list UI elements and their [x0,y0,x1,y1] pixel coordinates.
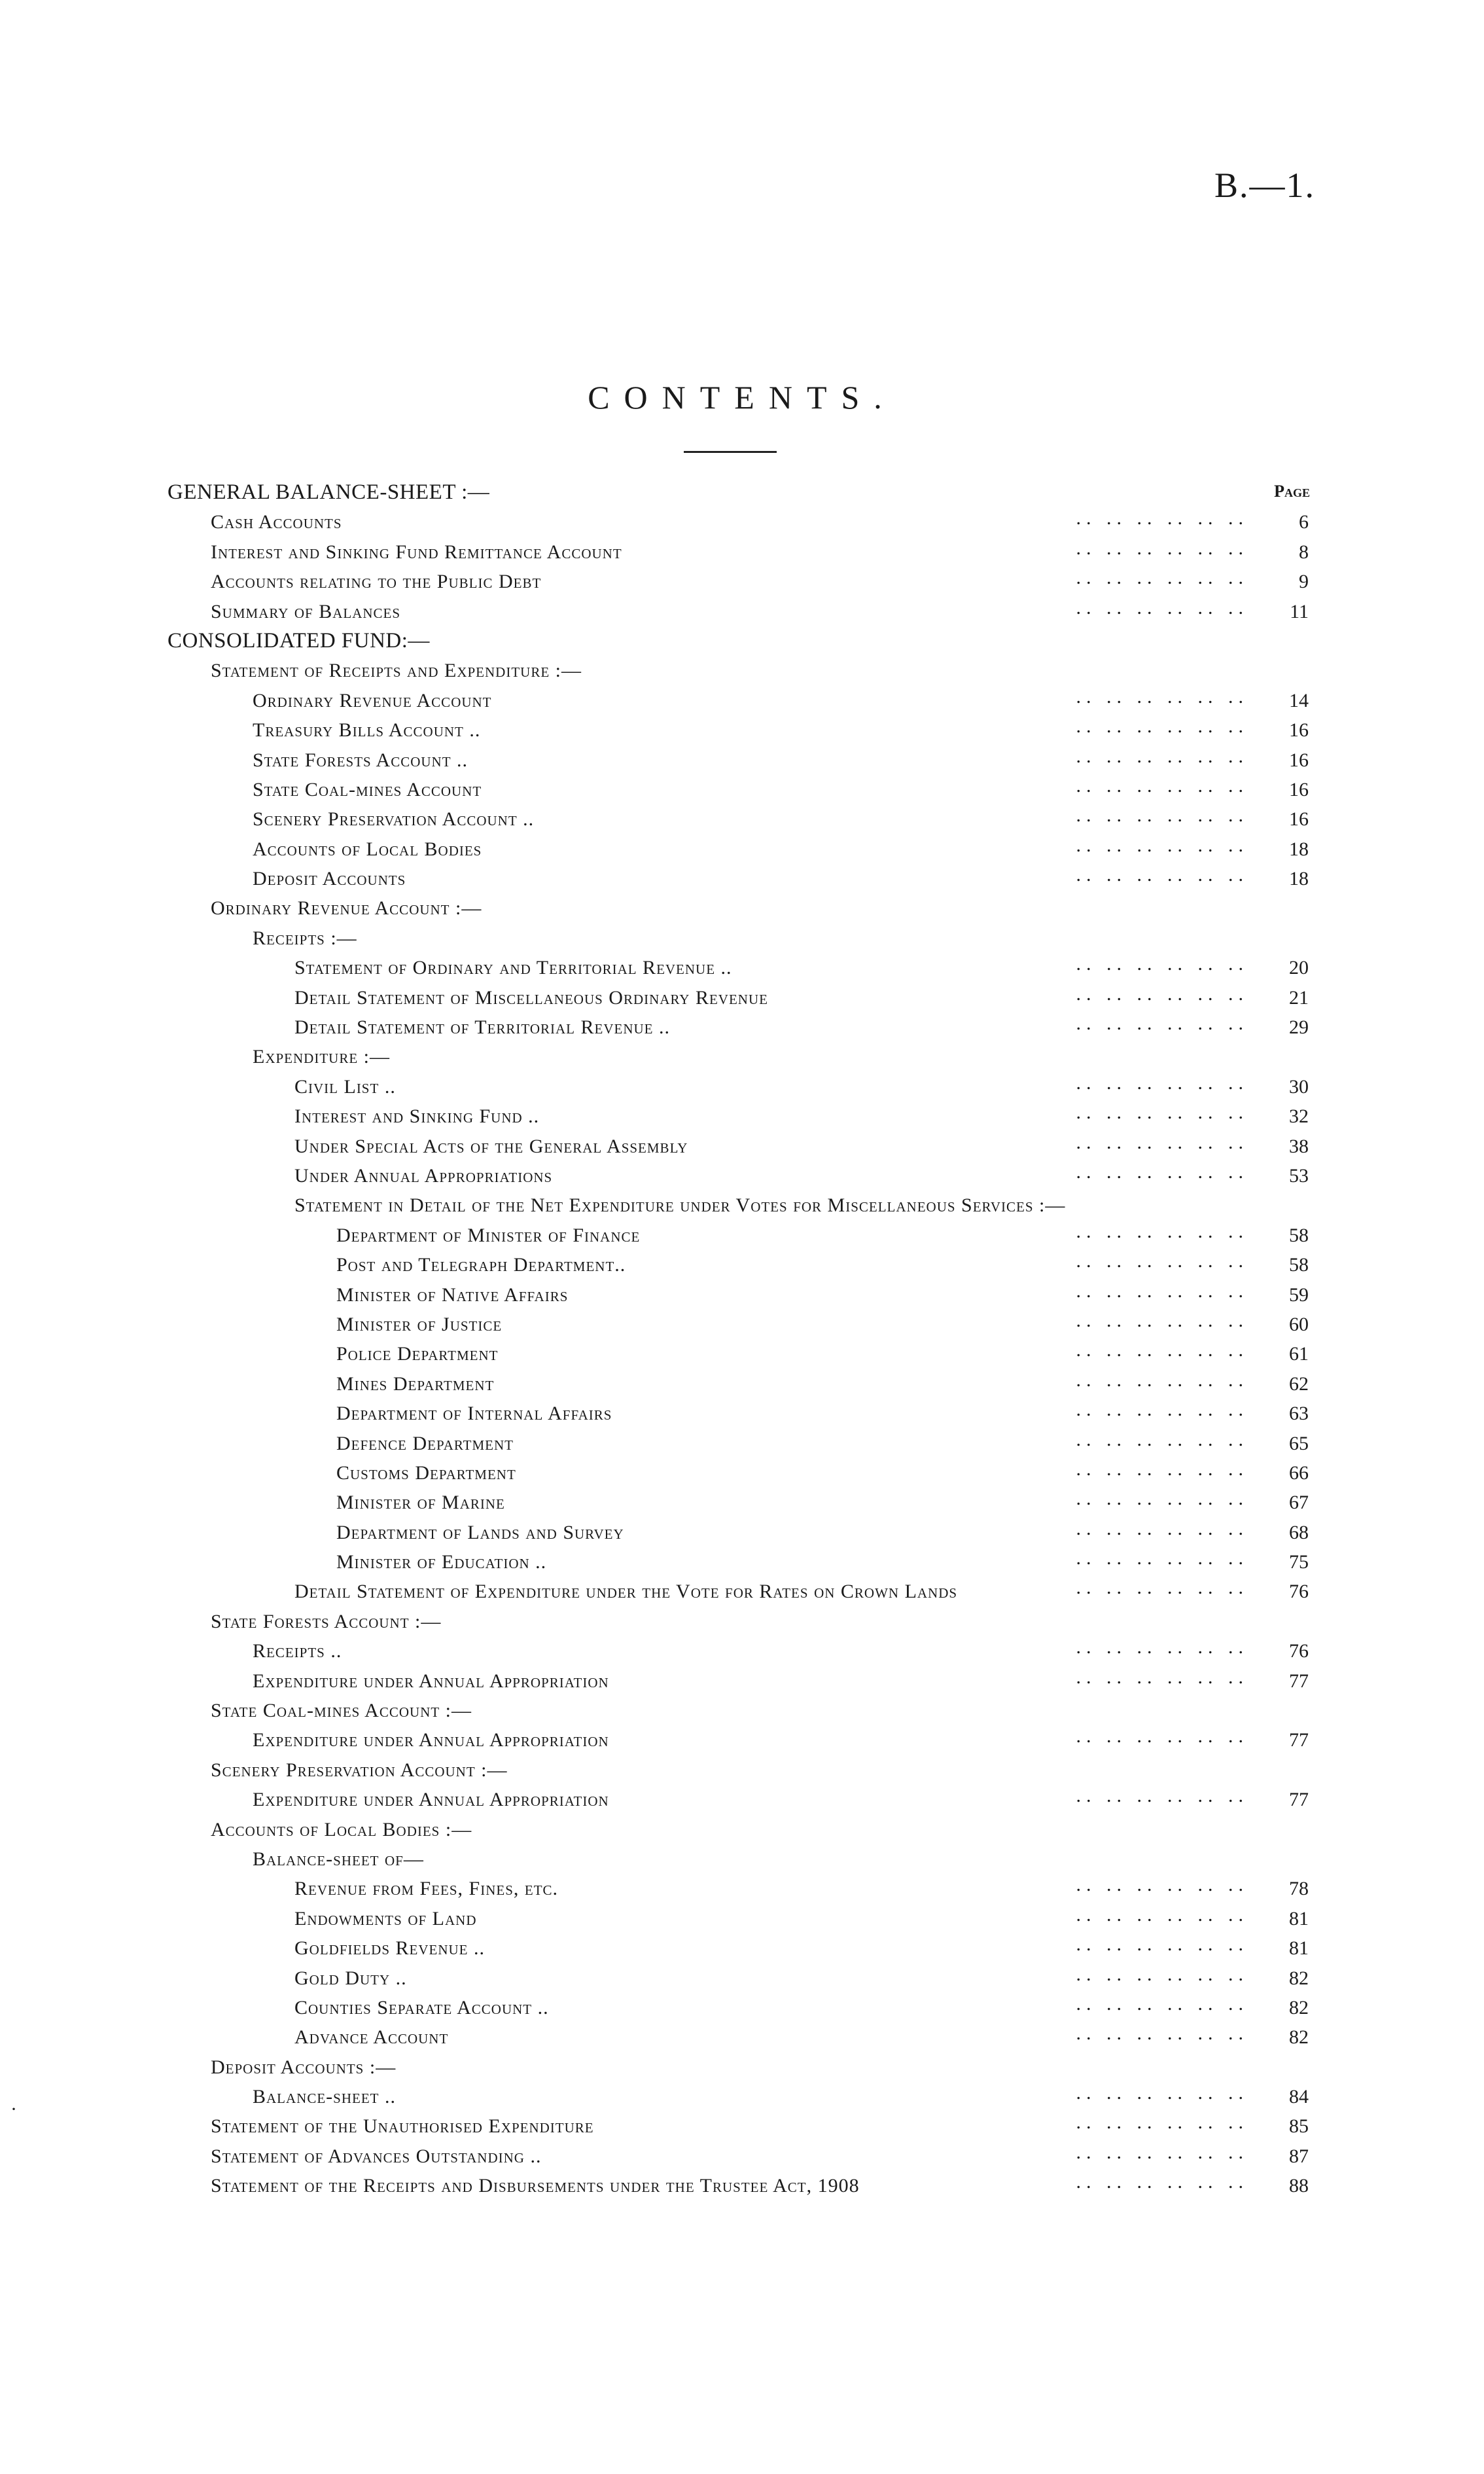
toc-entry [168,864,1309,893]
dot-leader: .. .. .. .. .. .. [1076,2082,1248,2104]
toc-entry-page: 76 [1289,1640,1309,1662]
toc-entry-label: Ordinary Revenue Account [253,689,492,711]
toc-entry-page: 16 [1289,749,1309,771]
toc-entry-label: Minister of Justice [336,1313,503,1335]
toc-entry-page: 77 [1289,1789,1309,1811]
toc-entry-label: Minister of Native Affairs [336,1283,569,1306]
toc-entry-page: 61 [1289,1343,1309,1365]
toc-entry-page: 20 [1289,957,1309,979]
toc-entry-label: Post and Telegraph Department.. [336,1254,626,1276]
toc-entry-page: 59 [1289,1283,1309,1306]
toc-entry-label: Customs Department [336,1461,516,1484]
dot-leader: .. .. .. .. .. .. [1076,1488,1248,1510]
toc-entry [168,2171,1309,2200]
dot-leader: .. .. .. .. .. .. [1076,1013,1248,1035]
toc-entry-page: 8 [1299,541,1309,563]
toc-entry-label: Accounts of Local Bodies :— [211,1818,472,1840]
dot-leader: .. .. .. .. .. .. [1076,864,1248,886]
toc-entry-page: 16 [1289,778,1309,800]
toc-entry-page: 77 [1289,1670,1309,1692]
dot-leader: .. .. .. .. .. .. [1076,1428,1248,1450]
toc-entry-page: 82 [1289,1996,1309,2018]
toc-entry [168,1577,1309,1606]
dot-leader: .. .. .. .. .. .. [1076,507,1248,529]
toc-entry-label: State Coal-mines Account [253,778,482,800]
dot-leader: .. .. .. .. .. .. [1076,982,1248,1005]
dot-leader: .. .. .. .. .. .. [1076,834,1248,856]
dot-leader: .. .. .. .. .. .. [1076,567,1248,589]
toc-entry [168,626,1309,656]
dot-leader: .. .. .. .. .. .. [1076,1280,1248,1302]
toc-entry [168,893,1309,923]
toc-entry [168,1666,1309,1696]
toc-entry-page: 21 [1289,986,1309,1009]
page-column-label: Page [1274,482,1310,501]
toc-entry-label: Deposit Accounts :— [211,2056,397,2078]
dot-leader: .. .. .. .. .. .. [1076,1785,1248,1807]
toc-entry-label: CONSOLIDATED FUND:— [168,628,430,653]
toc-entry-page: 63 [1289,1403,1309,1425]
dot-leader: .. .. .. .. .. .. [1076,1250,1248,1272]
toc-entry-label: Balance-sheet of— [253,1848,424,1870]
dot-leader: .. .. .. .. .. .. [1076,1399,1248,1421]
toc-entry-page: 76 [1289,1581,1309,1603]
toc-entry-label: Advance Account [294,2026,449,2049]
toc-entry-page: 87 [1289,2145,1309,2167]
dot-leader: .. .. .. .. .. .. [1076,1160,1248,1183]
toc-entry-page: 81 [1289,1907,1309,1929]
dot-leader: .. .. .. .. .. .. [1076,1963,1248,1985]
toc-entry-label: Receipts .. [253,1640,342,1662]
toc-entry-page: 66 [1289,1461,1309,1484]
toc-entry-page: 14 [1289,689,1309,711]
toc-entry-label: Civil List .. [294,1075,396,1098]
toc-entry-page: 78 [1289,1878,1309,1900]
toc-entry-page: 30 [1289,1075,1309,1098]
toc-entry-page: 82 [1289,2026,1309,2049]
toc-entry-label: Summary of Balances [211,600,401,622]
toc-entry-page: 68 [1289,1521,1309,1543]
toc-entry-label: Expenditure under Annual Appropriation [253,1789,609,1811]
toc-entry-label: Accounts of Local Bodies [253,838,482,860]
toc-entry-page: 11 [1290,600,1309,622]
toc-entry-label: Revenue from Fees, Fines, etc. [294,1878,559,1900]
toc-entry-label: Accounts relating to the Public Debt [211,571,542,593]
toc-entry-label: Gold Duty .. [294,1967,407,1989]
toc-entry-label: Under Annual Appropriations [294,1164,553,1187]
toc-entry-page: 58 [1289,1254,1309,1276]
toc-entry-label: Interest and Sinking Fund .. [294,1105,540,1128]
dot-leader: .. .. .. .. .. .. [1076,537,1248,559]
toc-entry [168,1013,1309,1042]
toc-entry-page: 84 [1289,2086,1309,2108]
toc-entry-label: Statement of Receipts and Expenditure :— [211,660,582,682]
toc-entry-page: 16 [1289,808,1309,831]
dot-leader: .. .. .. .. .. .. [1076,1517,1248,1539]
dot-leader: .. .. .. .. .. .. [1076,1725,1248,1748]
dot-leader: .. .. .. .. .. .. [1076,1131,1248,1153]
page-title: CONTENTS. [588,379,896,416]
dot-leader: .. .. .. .. .. .. [1076,745,1248,767]
toc-entry-label: Goldfields Revenue .. [294,1937,485,1960]
dot-leader: .. .. .. .. .. .. [1076,2022,1248,2045]
toc-entry-page: 29 [1289,1016,1309,1039]
toc-entry-label: Interest and Sinking Fund Remittance Account [211,541,622,563]
dot-leader: .. .. .. .. .. .. [1076,1992,1248,2015]
dot-leader: .. .. .. .. .. .. [1076,1903,1248,1926]
dot-leader: .. .. .. .. .. .. [1076,1071,1248,1094]
toc-entry-page: 82 [1289,1967,1309,1989]
toc-entry-label: Under Special Acts of the General Assembly [294,1135,688,1157]
toc-entry-page: 32 [1289,1105,1309,1128]
dot-leader: .. .. .. .. .. .. [1076,596,1248,618]
dot-leader: .. .. .. .. .. .. [1076,2141,1248,2163]
toc-entry-label: Mines Department [336,1372,495,1395]
dot-leader: .. .. .. .. .. .. [1076,1339,1248,1361]
toc-entry-label: Detail Statement of Territorial Revenue .. [294,1016,671,1039]
toc-entry-label: Statement of the Receipts and Disbursements under the Trustee Act, 1908 [211,2175,860,2197]
toc-entry-label: Minister of Education .. [336,1551,547,1573]
toc-entry-page: 53 [1289,1164,1309,1187]
toc-entry-label: Department of Internal Affairs [336,1403,612,1425]
dot-leader: .. .. .. .. .. .. [1076,1102,1248,1124]
dot-leader: .. .. .. .. .. .. [1076,1874,1248,1896]
toc-entry-label: Detail Statement of Miscellaneous Ordinary Revenue [294,986,768,1009]
toc-entry-page: 16 [1289,719,1309,742]
dot-leader: .. .. .. .. .. .. [1076,1458,1248,1480]
toc-entry-label: Counties Separate Account .. [294,1996,549,2018]
toc-entry-label: Balance-sheet .. [253,2086,396,2108]
toc-entry [168,1815,1309,1844]
dot-leader: .. .. .. .. .. .. [1076,715,1248,738]
dot-leader: .. .. .. .. .. .. [1076,1933,1248,1956]
toc-entry-label: Statement of Ordinary and Territorial Revenue .. [294,957,732,979]
dot-leader: .. .. .. .. .. .. [1076,1547,1248,1569]
table-of-contents [168,478,1309,2201]
dot-leader: .. .. .. .. .. .. [1076,1666,1248,1688]
toc-entry-label: Scenery Preservation Account :— [211,1759,508,1781]
dot-leader: .. .. .. .. .. .. [1076,1369,1248,1391]
toc-entry-page: 58 [1289,1224,1309,1246]
toc-entry-label: Statement in Detail of the Net Expenditure under Votes for Miscellaneous Services :— [294,1194,1066,1217]
toc-entry-label: Ordinary Revenue Account :— [211,897,482,920]
dot-leader: .. .. .. .. .. .. [1076,1636,1248,1658]
toc-entry-label: Scenery Preservation Account .. [253,808,535,831]
toc-entry-label: Department of Lands and Survey [336,1521,624,1543]
toc-entry-label: Statement of the Unauthorised Expenditure [211,2115,594,2138]
toc-entry-page: 85 [1289,2115,1309,2138]
dot-leader: .. .. .. .. .. .. [1076,2111,1248,2134]
toc-entry [168,1725,1309,1755]
toc-entry-label: Expenditure under Annual Appropriation [253,1670,609,1692]
dot-leader: .. .. .. .. .. .. [1076,1309,1248,1331]
toc-entry-page: 88 [1289,2175,1309,2197]
margin-mark: · [10,2098,17,2120]
toc-entry-page: 81 [1289,1937,1309,1960]
toc-entry-page: 77 [1289,1729,1309,1751]
toc-entry-label: Minister of Marine [336,1492,505,1514]
toc-entry-label: Expenditure under Annual Appropriation [253,1729,609,1751]
toc-entry-page: 9 [1299,571,1309,593]
toc-entry [168,2022,1309,2052]
toc-entry-label: State Forests Account .. [253,749,468,771]
toc-entry-page: 60 [1289,1313,1309,1335]
dot-leader: .. .. .. .. .. .. [1076,774,1248,797]
toc-entry-label: Police Department [336,1343,499,1365]
toc-entry-label: Expenditure :— [253,1046,390,1068]
title-divider [684,451,777,453]
toc-entry-page: 38 [1289,1135,1309,1157]
toc-entry-page: 6 [1299,511,1309,533]
toc-entry-label: Receipts :— [253,927,357,949]
toc-entry-label: Defence Department [336,1432,514,1454]
toc-entry-page: 65 [1289,1432,1309,1454]
toc-entry-label: Cash Accounts [211,511,342,533]
toc-entry-label: Statement of Advances Outstanding .. [211,2145,542,2167]
dot-leader: .. .. .. .. .. .. [1076,1220,1248,1242]
toc-entry-label: Deposit Accounts [253,868,406,890]
toc-entry-page: 75 [1289,1551,1309,1573]
dot-leader: .. .. .. .. .. .. [1076,804,1248,827]
toc-entry-page: 18 [1289,868,1309,890]
toc-entry-label: State Forests Account :— [211,1610,442,1632]
toc-entry [168,597,1309,626]
toc-entry-label: Detail Statement of Expenditure under the Vote for Rates on Crown Lands [294,1581,958,1603]
dot-leader: .. .. .. .. .. .. [1076,2171,1248,2193]
toc-entry-label: Endowments of Land [294,1907,477,1929]
dot-leader: .. .. .. .. .. .. [1076,953,1248,975]
toc-entry [168,1161,1309,1191]
toc-entry-page: 67 [1289,1492,1309,1514]
toc-entry-page: 62 [1289,1372,1309,1395]
document-reference: B.—1. [1214,166,1315,205]
toc-entry-label: State Coal-mines Account :— [211,1700,472,1722]
dot-leader: .. .. .. .. .. .. [1076,685,1248,708]
toc-entry-label: GENERAL BALANCE-SHEET :— [168,480,490,504]
toc-entry [168,1785,1309,1814]
toc-entry-label: Department of Minister of Finance [336,1224,641,1246]
dot-leader: .. .. .. .. .. .. [1076,1577,1248,1599]
toc-entry-page: 18 [1289,838,1309,860]
toc-entry-label: Treasury Bills Account .. [253,719,481,742]
